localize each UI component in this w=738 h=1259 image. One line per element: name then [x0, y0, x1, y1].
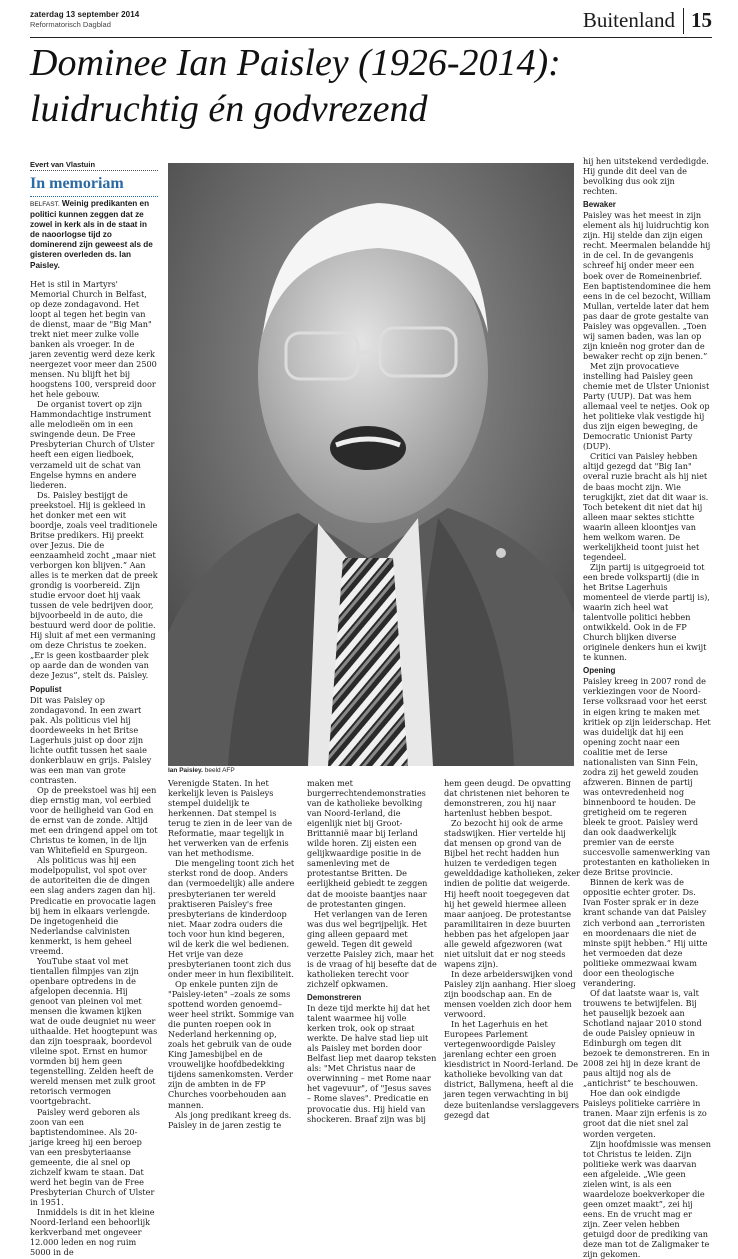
paragraph: Inmiddels is dit in het kleine Noord-Ierland een behoorlijk kerkverband met ongeveer 12.000 leden en nog ruim 5000 in de [30, 1206, 155, 1258]
masthead-rule [30, 37, 712, 38]
kicker-rule [30, 196, 158, 197]
dateline: BELFAST. [30, 201, 60, 208]
paragraph: Op de preekstoel was hij een diep ernstig man, vol eerbied voor de heiligheid van God en de ernst van de zonde. Altijd met een dringend appel om tot Christus te komen, in de lijn van Whitefield en Spurgeon. [30, 785, 158, 856]
paragraph: De organist tovert op zijn Hammondachtige instrument alle melodieën om in een swingende deun. De Free Presbyterian Church of Ulster heeft een eigen liedboek, verzameld uit de schat van Engelse hymns en andere liederen. [30, 399, 155, 490]
masthead-left [30, 10, 139, 29]
section-title: Buitenland [582, 8, 675, 32]
paragraph: In het Lagerhuis en het Europees Parlement vertegenwoordigde Paisley jarenlang echter een groen kiesdistrict in Noord-Ierland. De katholieke bevolking van dat district, Ballymena, heeft al die jaren tegen verwachting in bij deze buitenlandse verslaggevers gezegd dat [444, 1019, 580, 1120]
issue-date: zaterdag 13 september 2014 [30, 10, 140, 19]
paragraph: Het verlangen van de Ieren was dus wel begrijpelijk. Het ging alleen gepaard met geweld. Tegen dit geweld verzette Paisley zich, maar het is de vraag of hij besefte dat de katholieken terecht voor zichzelf opkwamen. [307, 908, 437, 989]
paragraph: Zijn partij is uitgegroeid tot een brede volkspartij (die in het Britse Lagerhuis momenteel de vierde partij is), waarin zich heel wat talentvolle politici hebben ontwikkeld. Ook in de FP Church blijken diverse originele denkers hun ei kwijt te kunnen. [583, 561, 710, 663]
subheading-populist: Populist [30, 684, 62, 694]
author-byline: Evert van Vlastuin [30, 160, 96, 169]
column-4 [444, 778, 580, 1120]
column-1 [30, 199, 158, 1257]
column-3 [307, 778, 437, 1124]
newspaper-name: Reformatorisch Dagblad [30, 20, 111, 29]
paragraph: Of dat laatste waar is, valt trouwens te betwijfelen. Bij het pauselijk bezoek aan Schotland najaar 2010 stond de oude Paisley opnieuw in Edinburgh om tegen dit bezoek te demonstreren. En in 2008 zei hij in deze krant de paus altijd nog als de „antichrist” te beschouwen. [583, 987, 710, 1089]
paragraph: maken met burgerrechtendemonstraties van de katholieke bevolking van Noord-Ierland, die eigenlijk niet bij Groot-Brittannië maar bij Ierland wilde horen. Zij eisten een gelijkwaardige positie in de samenleving met de protestantse Britten. De eerlijkheid gebiedt te zeggen dat de mooiste baantjes naar de protestanten gingen. [307, 778, 428, 909]
paragraph: Ds. Paisley bestijgt de preekstoel. Hij is gekleed in het donker met een wit boordje, zoals veel traditionele Britse predikers. Hij preekt over Jezus. Die de eenzaamheid zocht „maar niet verborgen kon blijven.” Aan alles is te merken dat de preek grondig is voorbereid. Zijn studie ervoor doet hij vaak tussen de vele bedrijven door, bijvoorbeeld in de auto, die bestuurd werd door de politie. Hij sluit af met een vermaning om deze Christus te zoeken. „Er is geen kostbaarder plek op aarde dan de wonden van deze Jezus”, stelt ds. Paisley. [30, 489, 158, 681]
column-5 [583, 156, 711, 1259]
paragraph: Die mengeling toont zich het sterkst rond de doop. Anders dan (vermoedelijk) alle andere presbyterianen ter wereld praktiseren Paisley's free presbyterians de kinderdoop niet. Maar zodra ouders die toch voor hun kind begeren, wil de kerk die wel bedienen. Het vrije van deze presbyterianen toont zich dus onder meer in hun flexibiliteit. [168, 858, 295, 979]
paragraph: hem geen deugd. De opvatting dat christenen niet behoren te demonstreren, zou hij naar hartenlust hebben bespot. [444, 778, 571, 819]
paragraph: Op enkele punten zijn de "Paisley-ieten" –zoals ze soms spottend worden genoemd– weer heel strikt. Sommige van die punten roepen ook in Nederland herkenning op, zoals het gebruik van de oude King Jamesbijbel en de vrouwelijke hoofdbedekking tijdens samenkomsten. Verder zijn de ambten in de FP Churches voorbehouden aan mannen. [168, 978, 295, 1110]
caption-name: Ian Paisley. [168, 767, 203, 774]
subheading-demonstreren: Demonstreren [307, 992, 362, 1002]
photo-caption [168, 767, 235, 774]
paragraph: Paisley werd geboren als zoon van een baptistendominee. Als 20-jarige kreeg hij een beroep van een presbyteriaanse gemeente, die al snel op zichzelf kwam te staan. Dat werd het begin van de Free Presbyterian Church of Ulster in 1951. [30, 1106, 155, 1207]
lead-text: Weinig predikanten en politici kunnen zeggen dat ze zowel in kerk als in de staat in de naoorlogse tijd zo dominerend zijn geweest als de gisteren overleden ds. Ian Paisley. [30, 199, 153, 270]
caption-credit: beeld AFP [204, 767, 235, 774]
paragraph: Zo bezocht hij ook de arme stadswijken. Hier vertelde hij dat mensen op grond van de Bijbel het recht hadden hun huizen te verdedigen tegen gewelddadige katholieken, zeker indien de politie dat weigerde. Hij heeft nooit toegegeven dat hij het geweld hiermee alleen maar aanjoeg. De protestantse paramilitairen in deze buurten hebben pas het afgelopen jaar alle geweld afgezworen (wat niet uitsluit dat er nog steeds wapens zijn). [444, 818, 581, 969]
headline-line-2: luidruchtig én godvrezend [30, 88, 428, 130]
paragraph: Critici van Paisley hebben altijd gezegd dat "Big Ian" overal ruzie bracht als hij niet de baas mocht zijn. Wie terugkijkt, ziet dat dit waar is. Toch betekent dit niet dat hij alleen maar sektes stichtte waarin alleen kloontjes van hem welkom waren. De werkelijkheid toont juist het tegendeel. [583, 451, 709, 562]
subheading-bewaker: Bewaker [583, 200, 616, 210]
paragraph: Paisley was het meest in zijn element als hij luidruchtig kon zijn. Hij stelde dan zijn eigen recht. Meermalen belandde hij in de cel. In de gevangenis schreef hij onder meer een boek over de Romeinenbrief. Een baptistendominee die hem eens in de cel bezocht, William Mullan, vertelde later dat hem pas daar de grote gestalte van Paisley was opgevallen. „Toen wij samen baden, was lan op zijn knieën nog groter dan de bewaker recht op zijn benen.” [583, 210, 711, 361]
paragraph: Als politicus was hij een modelpopulist, vol spot over de autoriteiten die de dingen een slag anders zagen dan hij. Predicatie en provocatie lagen bij hem in elkaars verlengde. De ingetogenheid die Nederlandse calvinisten kenmerkt, is hem geheel vreemd. [30, 855, 157, 956]
portrait-photo [168, 163, 574, 766]
paragraph: Als jong predikant kreeg ds. Paisley in de jaren zestig te [168, 1109, 292, 1130]
paragraph: In deze arbeiderswijken vond Paisley zijn aanhang. Hier sloeg zijn boodschap aan. En de mensen voelden zich door hem verwoord. [444, 968, 576, 1020]
page-number: 15 [691, 8, 712, 32]
lead-paragraph [30, 199, 158, 271]
headline [30, 40, 730, 132]
portrait-illustration [168, 163, 574, 766]
byline-rule [30, 170, 158, 171]
column-2 [168, 778, 298, 1130]
paragraph: Paisley kreeg in 2007 rond de verkiezingen voor de Noord-Ierse volksraad voor het eerst in eigen kring te maken met kritiek op zijn leiderschap. Het was duidelijk dat hij een opening zocht naar een coalitie met de Ierse nationalisten van Sinn Fein, zodra zij het geweld zouden afzweren. Binnen de partij was ontevredenheid nog binnenboord te houden. De gretigheid om te regeren bleek te groot. Paisley werd dan ook daadwerkelijk premier van de eerste succesvolle samenwerking van protestanten en katholieken in deze Britse provincie. [583, 676, 711, 878]
paragraph: Met zijn provocatieve instelling had Paisley geen chemie met de Ulster Unionist Party (UUP). Dat was hem allemaal veel te netjes. Ook op het politieke vlak vestigde hij dus zijn eigen beweging, de Democratic Unionist Party (DUP). [583, 360, 710, 452]
paragraph: Verenigde Staten. In het kerkelijk leven is Paisleys stempel duidelijk te herkennen. Dat stempel is terug te zien in de leer van de Reformatie, maar tegelijk in het verwerken van de erfenis van het methodisme. [168, 778, 293, 859]
paragraph: Binnen de kerk was de oppositie echter groter. Ds. Ivan Foster sprak er in deze krant schande van dat Paisley zich verbond aan „terroristen en moordenaars die niet de minste spijt hebben.” Hij uitte het vermoeden dat deze politieke ommezwaai kwam door een theologische verandering. [583, 877, 708, 988]
paragraph: In deze tijd merkte hij dat het talent waarmee hij volle kerken trok, ook op straat werkte. De halve stad liep uit als Paisley met borden door Belfast liep met daarop teksten als: "Met Christus naar de overwinning – met Rome naar het vagevuur", of "Jesus saves – Rome slaves". Predicatie en provocatie dus. Hij hield van shockeren. Braaf zijn was bij [307, 1003, 437, 1124]
subheading-opening: Opening [583, 666, 616, 676]
masthead-right [583, 8, 712, 34]
paragraph: Zijn hoofdmissie was mensen tot Christus te leiden. Zijn politieke werk was daarvan een afgeleide. „Wie geen zielen wint, is als een waardeloze boekverkoper die geen omzet maakt”, zei hij eens. En de vrucht mag er zijn. Zeer velen hebben getuigd door de prediking van deze man tot de Zaligmaker te zijn gekomen. [583, 1138, 711, 1259]
paragraph: YouTube staat vol met tientallen filmpjes van zijn openbare optredens in de afgelopen decennia. Hij genoot van pleinen vol met mensen die kwamen kijken wat de oude deugniet nu weer uithaalde. Het hoogtepunt was dan zijn toespraak, boordevol vileine spot. Ernst en humor vormden bij hem geen tegenstelling. Zelden heeft de wereld mensen met zulk groot retorisch vermogen voortgebracht. [30, 955, 158, 1107]
kicker: In memoriam [30, 175, 124, 192]
paragraph: Hoe dan ook eindigde Paisleys politieke carrière in tranen. Maar zijn erfenis is zo groot dat die niet snel zal worden vergeten. [583, 1088, 707, 1139]
paragraph: Dit was Paisley op zondagavond. In een zwart pak. Als politicus viel hij doordeweeks in het Britse Lagerhuis juist op door zijn lichte outfit tussen het saaie donkerblauw en grijs. Paisley was een man van grote contrasten. [30, 694, 152, 785]
paragraph: Het is stil in Martyrs' Memorial Church in Belfast, op deze zondagavond. Het loopt al tegen het begin van de dienst, maar de "Big Man" trekt niet meer zulke volle banken als vroeger. In de jaren zeventig werd deze kerk neergezet voor meer dan 2500 mensen. Nu blijft het bij hoogstens 100, verspreid door het hele gebouw. [30, 278, 157, 400]
headline-line-1: Dominee Ian Paisley (1926-2014): [30, 42, 561, 84]
paragraph: hij hen uitstekend verdedigde. Hij gunde dit deel van de bevolking dus ook zijn rechten. [583, 156, 709, 197]
